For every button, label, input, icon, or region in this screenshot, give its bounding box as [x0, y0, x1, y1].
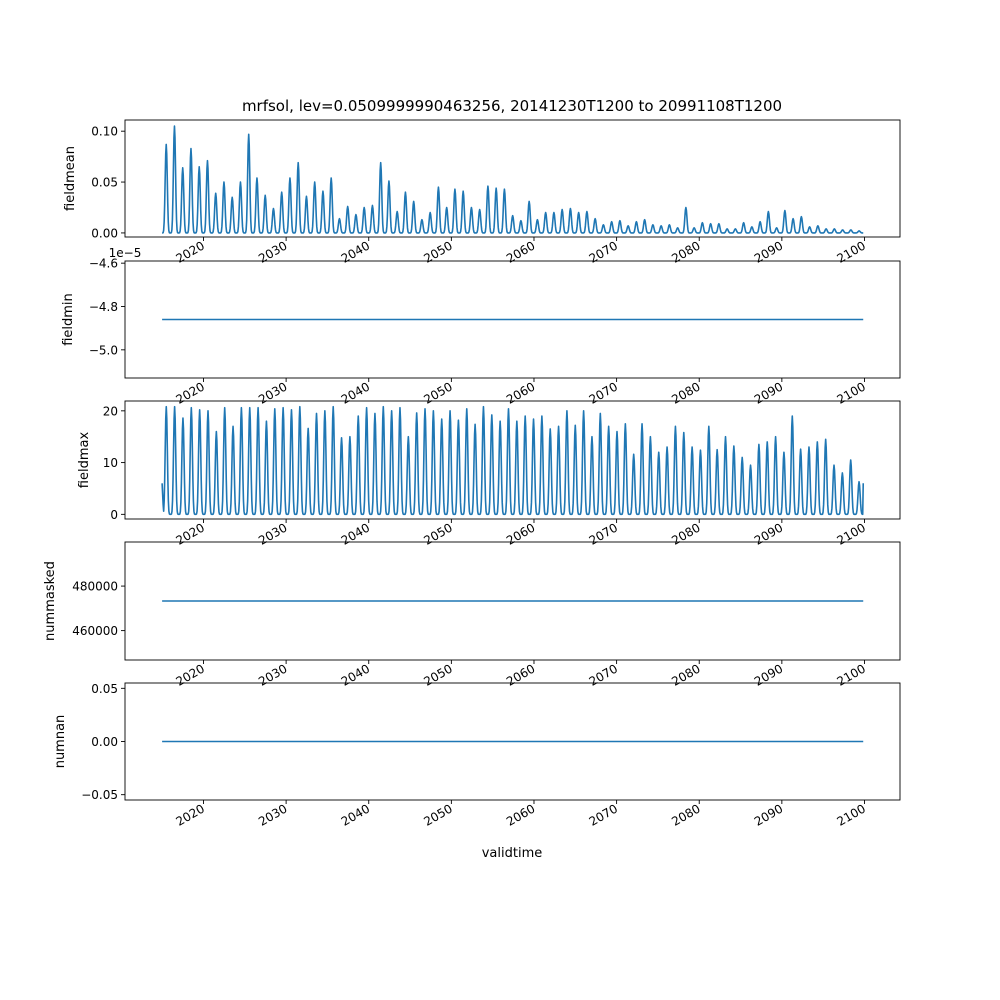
x-tick-label: 2070: [586, 661, 621, 689]
x-tick-label: 2090: [751, 520, 786, 548]
x-tick-label: 2030: [256, 379, 290, 407]
x-tick-label: 2020: [173, 520, 207, 548]
x-tick-label: 2070: [586, 238, 621, 266]
y-offset-label: 1e−5: [108, 246, 142, 260]
y-tick-label: 0.05: [91, 681, 118, 696]
y-tick-label: −5.0: [88, 343, 118, 358]
y-tick-label: 460000: [72, 624, 118, 639]
y-axis-label: nummasked: [43, 561, 58, 641]
x-tick-label: 2090: [751, 238, 786, 266]
x-tick-label: 2060: [504, 379, 538, 407]
x-tick-label: 2100: [834, 520, 868, 548]
x-tick-label: 2070: [586, 520, 621, 548]
y-axis-label: fieldmean: [63, 146, 78, 211]
x-tick-label: 2070: [586, 379, 621, 407]
y-tick-label: 0.05: [91, 175, 118, 190]
figure-title: mrfsol, lev=0.0509999990463256, 20141230T1200 to 20991108T1200: [241, 97, 783, 115]
x-tick-label: 2040: [338, 379, 373, 407]
x-tick-label: 2070: [586, 801, 621, 829]
x-tick-label: 2080: [669, 801, 703, 829]
x-tick-label: 2090: [751, 801, 786, 829]
y-tick-label: 0: [110, 507, 118, 522]
x-tick-label: 2040: [338, 238, 373, 266]
y-tick-label: 10: [102, 456, 118, 471]
y-axis-label: fieldmax: [77, 431, 92, 489]
x-tick-label: 2050: [421, 238, 455, 266]
x-tick-label: 2060: [504, 238, 538, 266]
x-tick-label: 2060: [504, 661, 538, 689]
x-tick-label: 2030: [256, 520, 290, 548]
x-tick-label: 2020: [173, 238, 207, 266]
x-tick-label: 2100: [834, 661, 868, 689]
y-axis-label: numnan: [53, 714, 68, 769]
x-tick-label: 2080: [669, 238, 703, 266]
x-tick-label: 2090: [751, 661, 786, 689]
x-tick-label: 2100: [834, 379, 868, 407]
x-tick-label: 2090: [751, 379, 786, 407]
x-tick-label: 2080: [669, 379, 703, 407]
x-tick-label: 2080: [669, 520, 703, 548]
x-tick-label: 2050: [421, 379, 455, 407]
x-tick-label: 2040: [338, 520, 373, 548]
x-tick-label: 2020: [173, 379, 207, 407]
y-tick-label: −0.05: [81, 788, 118, 803]
x-tick-label: 2060: [504, 801, 538, 829]
x-tick-label: 2020: [173, 801, 207, 829]
x-tick-label: 2030: [256, 238, 290, 266]
x-tick-label: 2060: [504, 520, 538, 548]
x-tick-label: 2050: [421, 661, 455, 689]
x-tick-label: 2040: [338, 801, 373, 829]
y-tick-label: 480000: [72, 579, 118, 594]
x-tick-label: 2040: [338, 661, 373, 689]
x-tick-label: 2100: [834, 238, 868, 266]
x-tick-label: 2030: [256, 661, 290, 689]
x-axis-label: validtime: [481, 846, 543, 861]
y-tick-label: 20: [102, 404, 118, 419]
y-tick-label: 0.00: [91, 226, 118, 241]
y-tick-label: 0.00: [91, 735, 118, 749]
x-tick-label: 2050: [421, 801, 455, 829]
x-tick-label: 2080: [669, 661, 703, 689]
x-tick-label: 2030: [256, 801, 290, 829]
y-tick-label: 0.10: [91, 124, 118, 139]
y-tick-label: −4.8: [88, 300, 118, 314]
y-axis-label: fieldmin: [61, 293, 76, 346]
y-tick-label: −4.6: [88, 256, 118, 271]
x-tick-label: 2050: [421, 520, 455, 548]
x-tick-label: 2100: [834, 801, 868, 829]
x-tick-label: 2020: [173, 661, 207, 689]
